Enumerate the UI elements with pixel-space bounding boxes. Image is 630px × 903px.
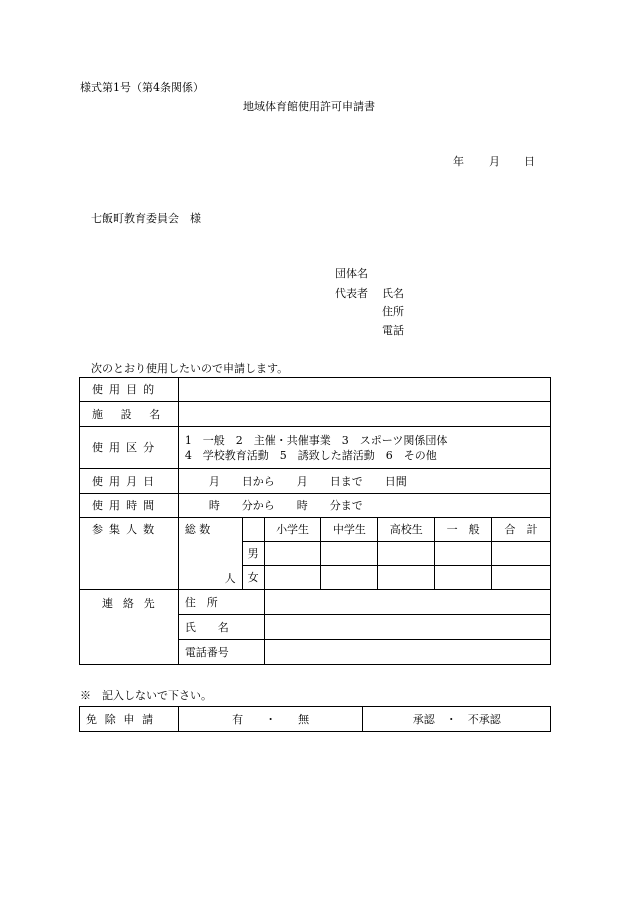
time-field[interactable]: 時 分から 時 分まで [178,494,550,518]
page-title: 地域体育館使用許可申請書 [243,100,375,113]
male-elementary[interactable] [264,542,321,566]
date-year: 年 [453,155,464,168]
representative-label: 代表者 [335,287,368,300]
exemption-yes-no[interactable]: 有 ・ 無 [178,707,363,732]
female-general[interactable] [435,566,492,590]
addressee: 七飯町教育委員会 様 [91,212,201,225]
gender-header [242,518,264,542]
date-day: 日 [524,155,535,168]
contact-name-label: 氏 名 [178,615,264,640]
male-general[interactable] [435,542,492,566]
exemption-table [79,706,551,732]
date-month: 月 [489,155,500,168]
contact-address-field[interactable] [264,590,550,615]
contact-address-label: 住 所 [178,590,264,615]
col-total: 合 計 [492,518,551,542]
rep-name-label: 氏名 [382,287,404,300]
time-label: 使用時間 [80,494,179,518]
purpose-label: 使用目的 [80,378,179,402]
office-note: ※ 記入しないで下さい。 [80,689,212,702]
rep-address-label: 住所 [382,305,404,318]
total-cell[interactable] [178,518,242,590]
female-high-school[interactable] [378,566,435,590]
female-junior-high[interactable] [321,566,378,590]
col-junior-high: 中学生 [321,518,378,542]
date-field[interactable]: 月 日から 月 日まで 日間 [178,469,550,494]
purpose-field[interactable] [178,378,550,402]
contact-label: 連絡先 [80,590,179,665]
facility-field[interactable] [178,402,550,427]
col-elementary: 小学生 [264,518,321,542]
application-table [79,377,551,665]
female-elementary[interactable] [264,566,321,590]
female-label: 女 [242,566,264,590]
male-junior-high[interactable] [321,542,378,566]
category-options[interactable] [178,427,550,469]
category-line-1: 1 一般 2 主催・共催事業 3 スポーツ関係団体 [184,433,448,447]
rep-phone-label: 電話 [382,324,404,337]
total-label: 総 数 [184,523,211,536]
male-high-school[interactable] [378,542,435,566]
form-number: 様式第1号（第4条関係） [80,81,204,94]
person-unit: 人 [224,572,236,585]
male-label: 男 [242,542,264,566]
category-label: 使用区分 [80,427,179,469]
group-name-label: 団体名 [335,267,368,280]
contact-name-field[interactable] [264,615,550,640]
intro-text: 次のとおり使用したいので申請します。 [91,362,289,375]
col-high-school: 高校生 [378,518,435,542]
contact-phone-field[interactable] [264,640,550,665]
category-line-2: 4 学校教育活動 5 誘致した諸活動 6 その他 [184,448,437,462]
date-label: 使用月日 [80,469,179,494]
attendees-label: 参集人数 [80,518,179,590]
exemption-approval[interactable]: 承認 ・ 不承認 [363,707,551,732]
exemption-label: 免除申請 [80,707,179,732]
male-total[interactable] [492,542,551,566]
contact-phone-label: 電話番号 [178,640,264,665]
female-total[interactable] [492,566,551,590]
facility-label: 施設名 [80,402,179,427]
col-general: 一 般 [435,518,492,542]
